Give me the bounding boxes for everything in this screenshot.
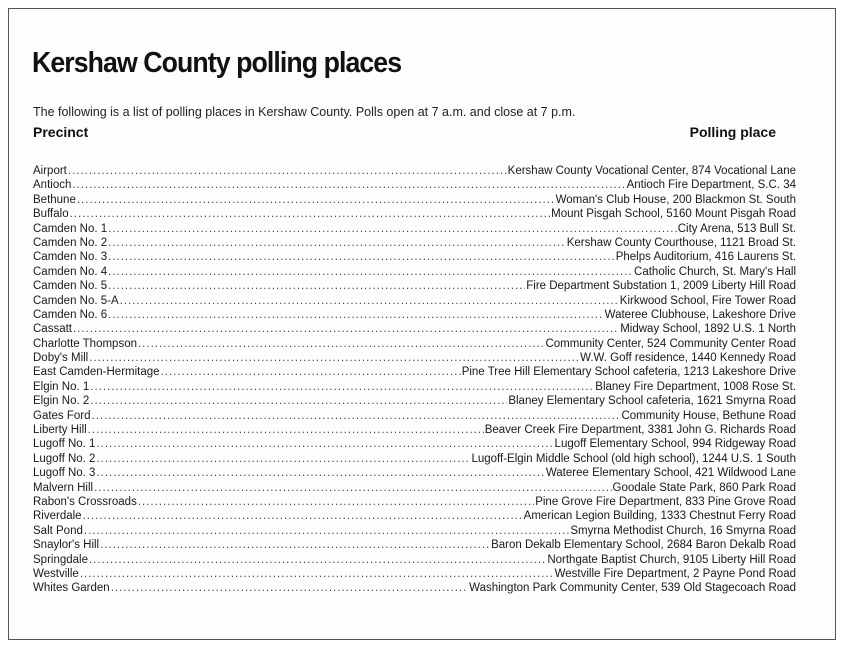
dot-leader [108,236,566,250]
polling-place-row [33,308,796,322]
polling-place-location: Kirkwood School, Fire Tower Road [619,294,796,307]
dot-leader [100,538,490,552]
polling-place-row [33,178,796,192]
precinct-name: Bethune [33,193,76,206]
polling-place-row [33,279,796,293]
dot-leader [89,351,579,365]
polling-place-location: Goodale State Park, 860 Park Road [612,481,796,494]
dot-leader [90,394,507,408]
dot-leader [94,481,611,495]
polling-place-location: Lugoff Elementary School, 994 Ridgeway Road [554,438,796,451]
polling-place-row [33,481,796,495]
polling-place-location: Northgate Baptist Church, 9105 Liberty Hill Road [547,553,796,566]
polling-place-location: Community House, Bethune Road [621,409,796,422]
dot-leader [108,279,525,293]
polling-place-row [33,509,796,523]
dot-leader [108,222,677,236]
polling-place-location: Smyrna Methodist Church, 16 Smyrna Road [570,524,796,537]
polling-place-row [33,567,796,581]
precinct-name: Antioch [33,179,72,192]
intro-text: The following is a list of polling places in Kershaw County. Polls open at 7 a.m. and close at 7 p.m. [33,105,576,119]
polling-place-location: Woman's Club House, 200 Blackmon St. South [555,193,796,206]
precinct-name: Snaylor's Hill [33,539,100,552]
polling-place-row [33,452,796,466]
polling-place-location: Lugoff-Elgin Middle School (old high school), 1244 U.S. 1 South [471,452,796,465]
polling-place-location: Westville Fire Department, 2 Payne Pond Road [554,567,796,580]
dot-leader [108,265,633,279]
polling-place-location: Washington Park Community Center, 539 Old Stagecoach Road [469,582,796,595]
polling-places-list [33,164,796,596]
polling-place-row [33,222,796,236]
polling-place-row [33,495,796,509]
polling-place-location: Blaney Elementary School cafeteria, 1621 Smyrna Road [508,395,796,408]
polling-place-location: Pine Tree Hill Elementary School cafeteria, 1213 Lakeshore Drive [461,366,796,379]
polling-place-location: Midway School, 1892 U.S. 1 North [620,323,796,336]
polling-place-location: Fire Department Substation 1, 2009 Liberty Hill Road [526,280,796,293]
dot-leader [84,524,569,538]
dot-leader [73,322,619,336]
polling-place-row [33,207,796,221]
precinct-name: Lugoff No. 3 [33,467,96,480]
polling-place-row [33,351,796,365]
column-header-polling-place: Polling place [689,124,776,140]
polling-place-row [33,437,796,451]
polling-place-row [33,394,796,408]
dot-leader [88,423,484,437]
polling-place-location: Baron Dekalb Elementary School, 2684 Baron Dekalb Road [491,539,796,552]
dot-leader [96,466,544,480]
dot-leader [96,452,470,466]
precinct-name: Airport [33,165,67,177]
dot-leader [138,337,544,351]
polling-place-location: Mount Pisgah School, 5160 Mount Pisgah Road [551,208,796,221]
precinct-name: Liberty Hill [33,424,87,437]
polling-place-row [33,322,796,336]
dot-leader [108,250,615,264]
polling-place-row [33,337,796,351]
precinct-name: Whites Garden [33,582,110,595]
precinct-name: Springdale [33,553,88,566]
dot-leader [90,380,594,394]
precinct-name: Camden No. 6 [33,308,108,321]
polling-place-row [33,294,796,308]
polling-place-location: Community Center, 524 Community Center Road [545,337,796,350]
document-frame [8,8,836,640]
precinct-name: Elgin No. 2 [33,395,90,408]
precinct-name: Malvern Hill [33,481,94,494]
dot-leader [92,409,621,423]
precinct-name: Lugoff No. 1 [33,438,96,451]
polling-place-location: Pine Grove Fire Department, 833 Pine Grove Road [535,495,796,508]
precinct-name: Rabon's Crossroads [33,495,137,508]
polling-place-row [33,365,796,379]
polling-place-row [33,423,796,437]
precinct-name: Lugoff No. 2 [33,452,96,465]
precinct-name: Cassatt [33,323,72,336]
dot-leader [96,437,553,451]
polling-place-location: City Arena, 513 Bull St. [677,222,796,235]
polling-place-row [33,538,796,552]
precinct-name: Riverdale [33,510,82,523]
precinct-name: Doby's Mill [33,352,89,365]
polling-place-row [33,409,796,423]
dot-leader [138,495,534,509]
polling-place-location: American Legion Building, 1333 Chestnut Ferry Road [523,510,796,523]
polling-place-row [33,524,796,538]
dot-leader [77,193,555,207]
polling-place-row [33,553,796,567]
precinct-name: Camden No. 5-A [33,294,119,307]
dot-leader [111,581,468,595]
polling-place-location: Kershaw County Vocational Center, 874 Vocational Lane [507,165,796,177]
dot-leader [72,178,625,192]
dot-leader [89,553,546,567]
polling-place-location: Antioch Fire Department, S.C. 34 [626,179,796,192]
dot-leader [83,509,523,523]
polling-place-location: Wateree Elementary School, 421 Wildwood Lane [545,467,796,480]
precinct-name: Camden No. 2 [33,236,108,249]
polling-place-location: W.W. Goff residence, 1440 Kennedy Road [580,352,796,365]
dot-leader [68,164,507,178]
polling-place-row [33,164,796,178]
precinct-name: Charlotte Thompson [33,337,137,350]
dot-leader [70,207,551,221]
polling-place-location: Beaver Creek Fire Department, 3381 John G. Richards Road [484,424,796,437]
precinct-name: Camden No. 1 [33,222,108,235]
precinct-name: Camden No. 4 [33,265,108,278]
column-header-precinct: Precinct [33,124,89,140]
dot-leader [120,294,619,308]
precinct-name: Elgin No. 1 [33,380,90,393]
precinct-name: Westville [33,567,79,580]
polling-place-location: Wateree Clubhouse, Lakeshore Drive [604,308,796,321]
precinct-name: Camden No. 3 [33,251,108,264]
precinct-name: Buffalo [33,208,69,221]
polling-place-location: Phelps Auditorium, 416 Laurens St. [615,251,796,264]
polling-place-row [33,250,796,264]
polling-place-row [33,466,796,480]
precinct-name: Salt Pond [33,524,83,537]
polling-place-row [33,581,796,595]
polling-place-location: Blaney Fire Department, 1008 Rose St. [595,380,796,393]
dot-leader [80,567,554,581]
precinct-name: Gates Ford [33,409,91,422]
precinct-name: East Camden-Hermitage [33,366,160,379]
polling-place-row [33,193,796,207]
polling-place-location: Catholic Church, St. Mary's Hall [634,265,796,278]
polling-place-location: Kershaw County Courthouse, 1121 Broad St. [566,236,796,249]
polling-place-row [33,236,796,250]
dot-leader [161,365,461,379]
polling-place-row [33,265,796,279]
precinct-name: Camden No. 5 [33,280,108,293]
page-title: Kershaw County polling places [32,47,402,79]
polling-place-row [33,380,796,394]
dot-leader [108,308,604,322]
